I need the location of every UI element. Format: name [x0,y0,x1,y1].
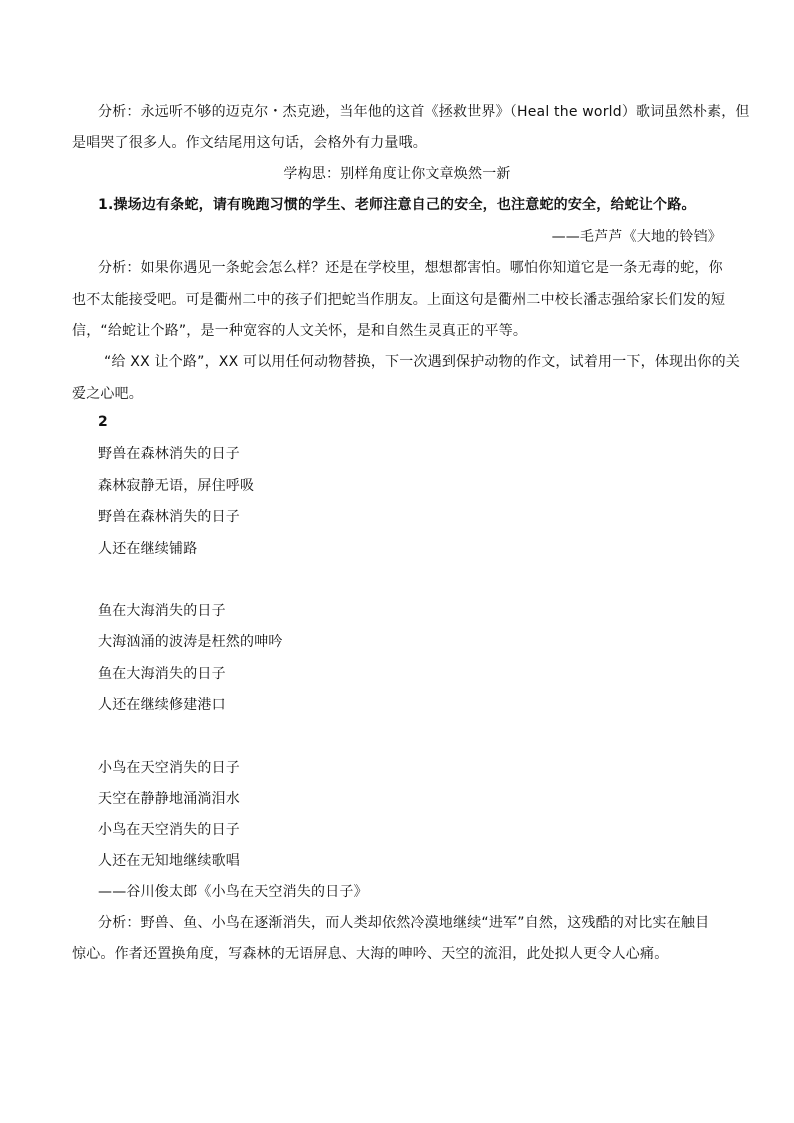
analysis-paragraph-1-line-2: 是唱哭了很多人。作文结尾用这句话，会格外有力量哦。 [72,135,427,151]
poem-stanza-3-line-3: 小鸟在天空消失的日子 [98,822,240,838]
poem-stanza-1-line-3: 野兽在森林消失的日子 [98,509,240,525]
example-1-analysis-line-3: 信，“给蛇让个路”，是一种宽容的人文关怀，是和自然生灵真正的平等。 [72,323,528,339]
example-2-analysis-line-2: 惊心。作者还置换角度，写森林的无语屏息、大海的呻吟、天空的流泪，此处拟人更令人心痛。 [72,946,669,962]
example-1-tip-line-1: “给 XX 让个路”，XX 可以用任何动物替换，下一次遇到保护动物的作文，试着用一下，体现出你的关 [104,354,741,370]
example-1-analysis-line-2: 也不太能接受吧。可是衢州二中的孩子们把蛇当作朋友。上面这句是衢州二中校长潘志强给家长们发的短 [72,292,726,308]
example-1-analysis-line-1: 分析：如果你遇见一条蛇会怎么样？还是在学校里，想想都害怕。哪怕你知道它是一条无毒的蛇，你 [98,260,723,276]
example-1-attribution: ——毛芦芦《大地的铃铛》 [551,229,722,245]
poem-stanza-3-line-1: 小鸟在天空消失的日子 [98,760,240,776]
poem-stanza-2-line-3: 鱼在大海消失的日子 [98,666,226,682]
poem-stanza-2-line-4: 人还在继续修建港口 [98,697,226,713]
poem-stanza-3-line-2: 天空在静静地涌淌泪水 [98,791,240,807]
poem-attribution: ——谷川俊太郎《小鸟在天空消失的日子》 [98,884,368,900]
example-1-tip-line-2: 爱之心吧。 [72,386,143,402]
example-1-quote [98,195,696,215]
analysis-paragraph-1-line-1: 分析：永远听不够的迈克尔・杰克逊，当年他的这首《拯救世界》（Heal the world）歌词虽然朴素，但 [98,104,750,120]
poem-stanza-1-line-2: 森林寂静无语，屏住呼吸 [98,478,255,494]
example-1-quote-text: 1.操场边有条蛇，请有晚跑习惯的学生、老师注意自己的安全，也注意蛇的安全，给蛇让个路。 [98,197,696,213]
poem-stanza-2-line-1: 鱼在大海消失的日子 [98,603,226,619]
example-2-number: 2 [98,414,108,430]
poem-stanza-1-line-1: 野兽在森林消失的日子 [98,446,240,462]
example-2-analysis-line-1: 分析：野兽、鱼、小鸟在逐渐消失，而人类却依然冷漠地继续“进军”自然，这残酷的对比实在触目 [98,915,710,931]
poem-stanza-3-line-4: 人还在无知地继续歌唱 [98,853,240,869]
section-heading: 学构思：别样角度让你文章焕然一新 [283,166,511,182]
poem-stanza-2-line-2: 大海汹涌的波涛是枉然的呻吟 [98,634,283,650]
poem-stanza-1-line-4: 人还在继续铺路 [98,541,198,557]
